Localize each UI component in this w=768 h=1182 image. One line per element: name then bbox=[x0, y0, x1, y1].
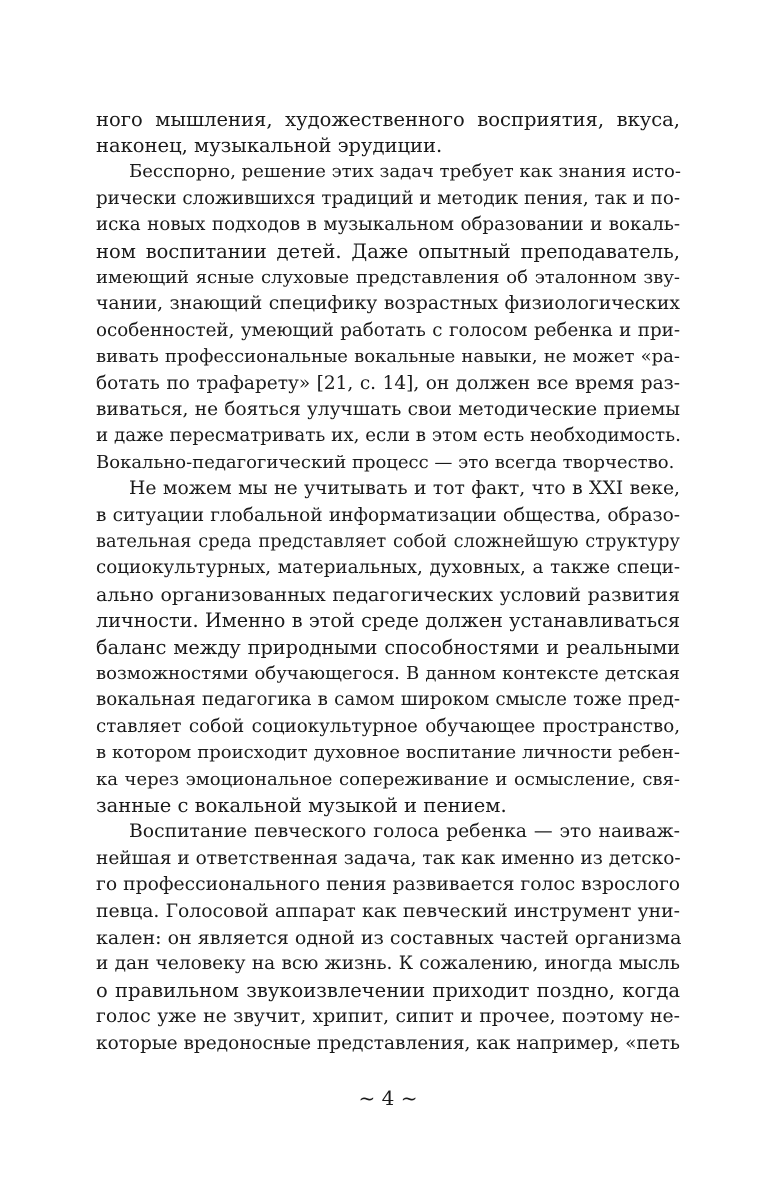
text-line: вокальная педагогика в самом широком смысле тоже пред- bbox=[96, 689, 680, 710]
text-line: ально организованных педагогических условий развития bbox=[96, 584, 680, 606]
text-line: о правильном звукоизвлечении приходит поздно, когда bbox=[96, 979, 680, 1002]
text-line: ного мышления, художественного восприятия, вкуса, bbox=[96, 108, 680, 131]
text-line: ка через эмоциональное сопереживание и осмысление, свя- bbox=[96, 769, 680, 790]
text-line: кален: он является одной из составных частей организма bbox=[96, 927, 682, 949]
document-page bbox=[96, 105, 682, 1110]
text-line: ставляет собой социокультурное обучающее пространство, bbox=[96, 716, 680, 737]
text-line: ном воспитании детей. Даже опытный преподаватель, bbox=[96, 240, 680, 263]
text-line: виваться, не бояться улучшать свои методические приемы bbox=[96, 399, 680, 420]
paragraph-first-line: Бесспорно, решение этих задач требует как знания исто- bbox=[129, 161, 681, 182]
text-line: личности. Именно в этой среде должен устанавливаться bbox=[96, 609, 680, 632]
text-line: социокультурных, материальных, духовных, а также специ- bbox=[96, 557, 680, 578]
text-line: вательная среда представляет собой сложнейшую структуру bbox=[96, 532, 680, 552]
text-line: имеющий ясные слуховые представления об эталонном зву- bbox=[96, 267, 680, 288]
text-line: го профессионального пения развивается голос взрослого bbox=[96, 874, 681, 895]
text-line: в ситуации глобальной информатизации общества, образо- bbox=[96, 505, 680, 526]
text-line: занные с вокальной музыкой и пением. bbox=[96, 794, 507, 817]
text-line: в котором происходит духовное воспитание личности ребен- bbox=[96, 742, 680, 763]
text-line: рически сложившихся традиций и методик пения, так и по- bbox=[96, 188, 680, 209]
text-line: ботать по трафарету» [21, с. 14], он должен все время раз- bbox=[96, 373, 680, 394]
page-number: ~ 4 ~ bbox=[358, 1086, 418, 1110]
text-line: певца. Голосовой аппарат как певческий инструмент уни- bbox=[96, 901, 680, 922]
text-line: баланс между природными способностями и реальными bbox=[96, 636, 680, 659]
paragraph-first-line: Не можем мы не учитывать и тот факт, что в XXI веке, bbox=[129, 478, 680, 499]
paragraph-first-line: Воспитание певческого голоса ребенка — это наиваж- bbox=[129, 821, 680, 842]
text-line: голос уже не звучит, хрипит, сипит и прочее, поэтому не- bbox=[96, 1006, 680, 1027]
text-line: Вокально-педагогический процесс — это всегда творчество. bbox=[96, 452, 675, 473]
text-line: иска новых подходов в музыкальном образовании и вокаль- bbox=[96, 214, 680, 235]
text-line: вивать профессиональные вокальные навыки, не может «ра- bbox=[96, 346, 680, 367]
text-line: возможностями обучающегося. В данном контексте детская bbox=[96, 663, 680, 684]
text-line: нейшая и ответственная задача, так как именно из детско- bbox=[96, 848, 681, 869]
text-line: которые вредоносные представления, как например, «петь bbox=[96, 1033, 681, 1054]
text-line: особенностей, умеющий работать с голосом ребенка и при- bbox=[96, 320, 680, 341]
text-line: и дан человеку на всю жизнь. К сожалению, иногда мысль bbox=[96, 953, 680, 974]
text-line: наконец, музыкальной эрудиции. bbox=[96, 134, 443, 157]
text-line: и даже пересматривать их, если в этом есть необходимость. bbox=[96, 425, 681, 446]
text-line: чании, знающий специфику возрастных физиологических bbox=[96, 293, 680, 314]
